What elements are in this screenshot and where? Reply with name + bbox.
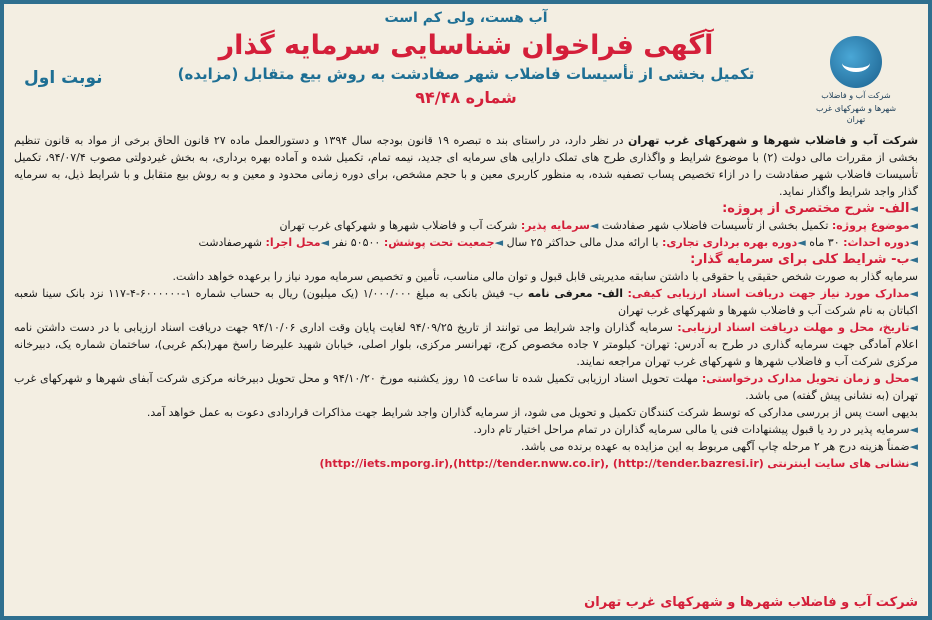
bullet-icon: ◄	[797, 236, 806, 249]
bullet-icon: ◄	[589, 219, 599, 232]
section-b-text: سرمایه گذار به صورت شخص حقیقی یا حقوقی با داشتن سابقه مدیریتی قابل قبول و توان مالی مناسب، تأمین و تخصیص سرمایه مورد نیاز را برعهده خواهد داشت.	[172, 270, 918, 283]
operation-label: دوره بهره برداری تجاری:	[661, 236, 798, 249]
ad-body	[14, 132, 918, 472]
ad-number	[14, 88, 918, 107]
operation-value: با ارائه مدل مالی حداکثر ۲۵ سال	[506, 236, 659, 249]
documents-text-b: ب- فیش بانکی به مبلغ ۱/۰۰۰/۰۰۰ (یک میلیون) ریال به حساب شماره ۱-۶۰۰۰۰۰۰-۴-۱۱۷ نزد بانک سینا شعبه اکباتان به نام شرکت آب و فاضلاب شهرها و شهرکهای غرب تهران	[14, 287, 918, 317]
intro-paragraph	[14, 132, 918, 200]
bullet-icon: ◄	[909, 202, 918, 215]
ad-title: آگهی فراخوان شناسایی سرمایه گذار	[218, 30, 714, 61]
note-3: ◄ضمناً هزینه درج هر ۲ مرحله چاپ آگهی مربوط به این مزایده به عهده برنده می باشد.	[520, 440, 918, 453]
submission-text: مهلت تحویل اسناد ارزیابی تکمیل شده تا ساعت ۱۵ روز یکشنبه مورخ ۹۴/۱۰/۲۰ و محل تحویل دبیرخانه مرکزی شرکت آبفای شهرها و شهرکهای غرب تهران (به نشانی پیش گفته) می باشد.	[14, 372, 918, 402]
slogan: آب هست، ولی کم است	[384, 10, 548, 26]
submission-label: محل و زمان تحویل مدارک درخواستی:	[701, 372, 910, 385]
bullet-icon: ◄	[909, 253, 918, 266]
bullet-icon: ◄	[320, 236, 330, 249]
build-label: دوره احداث:	[843, 236, 910, 249]
websites-label: نشانی های سایت اینترنتی	[767, 457, 910, 470]
note-1: بدیهی است پس از بررسی مدارکی که توسط شرکت کنندگان تکمیل و تحویل می شود، از سرمایه گذاران واجد شرایط جهت مذاکرات قراردادی دعوت به عمل خواهد آمد.	[146, 406, 918, 419]
documents-label: مدارک مورد نیاز جهت دریافت اسناد ارزیابی کیفی:	[627, 287, 910, 300]
bullet-icon: ◄	[909, 321, 918, 334]
project-periods-row	[14, 234, 918, 251]
location-value: شهرصفادشت	[198, 236, 262, 249]
deadline-text: سرمایه گذاران واجد شرایط می توانند از تاریخ ۹۴/۰۹/۲۵ لغایت پایان وقت اداری ۹۴/۱۰/۰۶ جهت دریافت اسناد ارزیابی با در دست داشتن نامه اعلام آمادگی جهت سرمایه گذاری در طرح به آدرس: تهران- کیلومتر ۷ جاده مخصوص کرج، تهرانسر مرکزی، بلوار اصلی، خیابان شهید علیرضا راسخ مهر(بکم غربی)، ساختمان شماره یک، دبیرخانه مرکزی شرکت آب و فاضلاب شهرها و شهرکهای غرب تهران مراجعه نمایند.	[14, 321, 919, 368]
subject-label: موضوع پروژه:	[831, 219, 910, 232]
bullet-icon: ◄	[909, 287, 919, 300]
bullet-icon: ◄	[909, 457, 918, 470]
deadline-row	[14, 319, 918, 370]
investee-label: سرمایه پذیر:	[520, 219, 590, 232]
subject-value: تکمیل بخشی از تأسیسات فاضلاب شهر صفادشت	[601, 219, 829, 232]
round-badge: نوبت اول	[24, 68, 103, 88]
section-b-title: ◄ب- شرایط کلی برای سرمایه گذار:	[690, 252, 918, 267]
websites-row	[14, 455, 918, 472]
section-a-title: ◄الف- شرح مختصری از پروژه:	[722, 201, 918, 216]
footer-company: شرکت آب و فاضلاب شهرها و شهرکهای غرب تهران	[584, 595, 918, 610]
documents-text-a: الف- معرفی نامه	[527, 287, 624, 300]
ad-number-text: شماره ۹۴/۴۸	[415, 88, 517, 107]
deadline-label: تاریخ، محل و مهلت دریافت اسناد ارزیابی:	[677, 321, 910, 334]
location-label: محل اجرا:	[265, 236, 321, 249]
population-label: جمعیت تحت پوشش:	[383, 236, 495, 249]
bullet-icon: ◄	[909, 372, 918, 385]
investee-value: شرکت آب و فاضلاب شهرها و شهرکهای غرب تهران	[279, 219, 518, 232]
water-drop-icon	[830, 36, 882, 88]
bullet-icon: ◄	[909, 440, 918, 453]
bullet-icon: ◄	[909, 423, 918, 436]
bullet-icon: ◄	[909, 236, 918, 249]
company-logo	[806, 36, 906, 125]
intro-company: شرکت آب و فاضلاب شهرها و شهرکهای غرب تهران	[627, 134, 919, 147]
bullet-icon: ◄	[494, 236, 504, 249]
population-value: ۵۰۵۰۰ نفر	[332, 236, 381, 249]
logo-line2: شهرها و شهرکهای غرب تهران	[815, 104, 897, 124]
project-subject-row	[14, 217, 918, 234]
submission-row	[14, 370, 918, 404]
intro-text: در نظر دارد، در راستای بند ه تبصره ۱۹ قانون بودجه سال ۱۳۹۴ و دستورالعمل ماده ۲۷ قانون الحاق برخی از مواد به قانون تنظیم بخشی از مقررات مالی دولت (۲) با موضوع شرایط و واگذاری طرح های تملک دارایی های سرمایه ای جدید، نیمه تمام، تکمیل شده و آماده بهره برداری، به بخش غیردولتی مصوب ۹۴/۰۷/۴، تکمیل تأسیسات فاضلاب شهر صفادشت را در ازاء تخصیص پساب تصفیه شده، به منظور کاربری معین و با حجم مشخص، برای دوره زمانی محدود و معین و به روش بیع متقابل و با شرایط ذیل، به سرمایه گذار واجد شرایط واگذار نماید.	[14, 134, 918, 198]
ad-subtitle: تکمیل بخشی از تأسیسات فاضلاب شهر صفادشت به روش بیع متقابل (مزایده)	[177, 65, 755, 83]
bullet-icon: ◄	[909, 219, 918, 232]
note-2: ◄سرمایه پذیر در رد یا قبول پیشنهادات فنی یا مالی سرمایه گذاران در تمام مراحل اختیار تام دارد.	[473, 423, 918, 436]
documents-row	[14, 285, 918, 319]
ad-header	[14, 10, 918, 132]
websites-links[interactable]: (http://iets.mporg.ir),(http://tender.nww.co.ir), (http://tender.bazresi.ir)	[319, 457, 764, 470]
build-value: ۳۰ ماه	[809, 236, 840, 249]
logo-line1: شرکت آب و فاضلاب	[821, 91, 891, 100]
